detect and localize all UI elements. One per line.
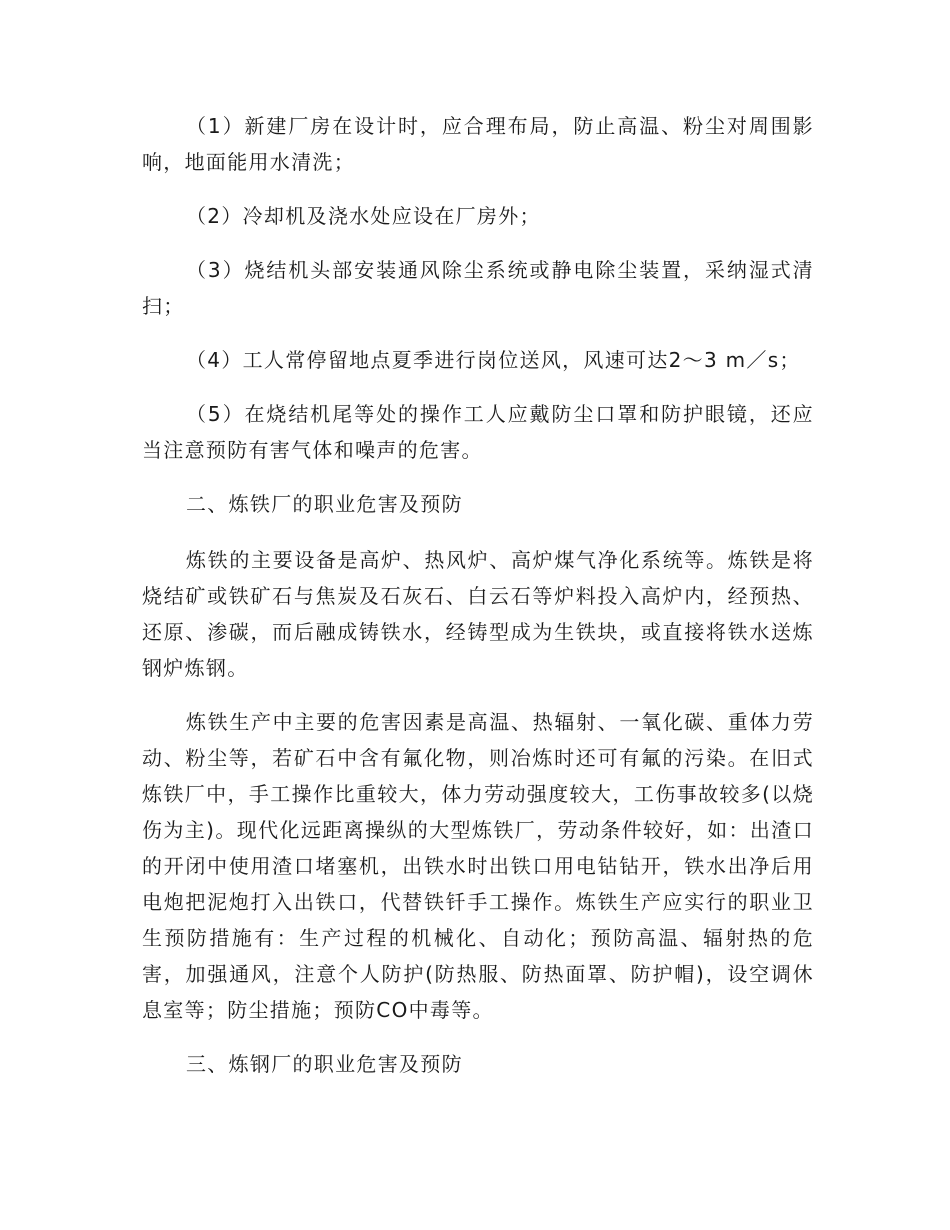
section-heading-steelmaking: 三、炼钢厂的职业危害及预防 — [186, 1052, 463, 1076]
paragraph-item-5: （5）在烧结机尾等处的操作工人应戴防尘口罩和防护眼镜，还应当注意预防有害气体和噪声的危害。 — [142, 402, 814, 462]
paragraph-item-1: （1）新建厂房在设计时，应合理布局，防止高温、粉尘对周围影响，地面能用水清洗； — [142, 114, 814, 174]
section-heading-ironmaking: 二、炼铁厂的职业危害及预防 — [186, 492, 463, 516]
document-body — [142, 108, 814, 1102]
paragraph-ironmaking-equipment: 炼铁的主要设备是高炉、热风炉、高炉煤气净化系统等。炼铁是将烧结矿或铁矿石与焦炭及石灰石、白云石等炉料投入高炉内，经预热、还原、渗碳，而后融成铸铁水，经铸型成为生铁块，或直接将铁水送炼钢炉炼钢。 — [142, 548, 814, 680]
paragraph-item-2: （2）冷却机及浇水处应设在厂房外； — [186, 204, 541, 228]
paragraph-ironmaking-hazards: 炼铁生产中主要的危害因素是高温、热辐射、一氧化碳、重体力劳动、粉尘等，若矿石中含有氟化物，则冶炼时还可有氟的污染。在旧式炼铁厂中，手工操作比重较大，体力劳动强度较大，工伤事故较多(以烧伤为主)。现代化远距离操纵的大型炼铁厂，劳动条件较好，如：出渣口的开闭中使用渣口堵塞机，出铁水时出铁口用电钻钻开，铁水出净后用电炮把泥炮打入出铁口，代替铁钎手工操作。炼铁生产应实行的职业卫生预防措施有：生产过程的机械化、自动化；预防高温、辐射热的危害，加强通风，注意个人防护(防热服、防热面罩、防护帽)，设空调休息室等；防尘措施；预防CO中毒等。 — [142, 710, 814, 1022]
paragraph-item-3: （3）烧结机头部安装通风除尘系统或静电除尘装置，采纳湿式清扫； — [142, 258, 814, 318]
paragraph-item-4: （4）工人常停留地点夏季进行岗位送风，风速可达2～3 m／s； — [186, 348, 801, 372]
